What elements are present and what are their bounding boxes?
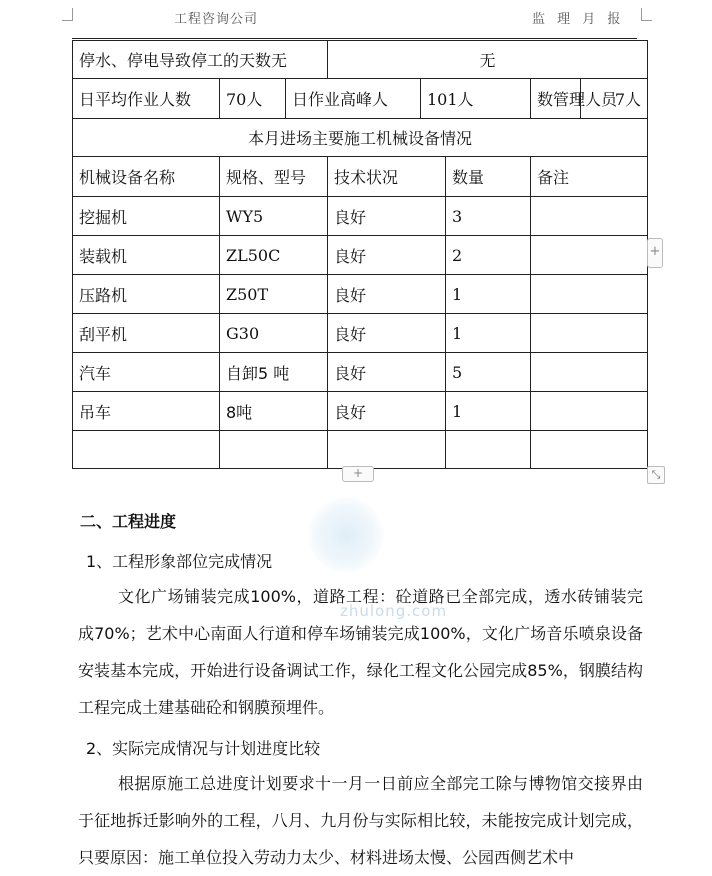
peak-workers-value: 101人 bbox=[421, 79, 531, 119]
avg-workers-value: 70人 bbox=[220, 79, 286, 119]
cell-status: 良好 bbox=[328, 275, 446, 314]
table-header-row bbox=[73, 157, 648, 197]
cell-model: 自卸5 吨 bbox=[220, 353, 328, 392]
column-header: 规格、型号 bbox=[220, 157, 328, 197]
cell-name: 挖掘机 bbox=[73, 197, 220, 236]
cell-qty: 1 bbox=[446, 392, 531, 431]
table-row bbox=[73, 119, 648, 157]
cell-note bbox=[531, 431, 648, 469]
cell-status: 良好 bbox=[328, 314, 446, 353]
cell-qty: 1 bbox=[446, 314, 531, 353]
watermark-logo bbox=[308, 497, 384, 573]
cell-note bbox=[531, 197, 648, 236]
equipment-table bbox=[72, 40, 648, 469]
cell-model: 8吨 bbox=[220, 392, 328, 431]
cell-model: G30 bbox=[220, 314, 328, 353]
cell-status bbox=[328, 431, 446, 469]
watermark-text: zhulong.com bbox=[340, 602, 448, 620]
section-title: 本月进场主要施工机械设备情况 bbox=[73, 119, 648, 157]
downtime-value: 无 bbox=[328, 41, 648, 79]
table-row bbox=[73, 275, 648, 314]
column-header: 技术状况 bbox=[328, 157, 446, 197]
table-row bbox=[73, 353, 648, 392]
cell-note bbox=[531, 392, 648, 431]
paragraph: 文化广场铺装完成100%，道路工程：砼道路已全部完成，透水砖铺装完成70%；艺术中心南面人行道和停车场铺装完成100%，文化广场音乐喷泉设备安装基本完成，开始进行设备调试工作，绿化工程文化公园完成85%，钢膜结构工程完成土建基础砼和钢膜预埋件。 bbox=[78, 587, 643, 717]
cell-note bbox=[531, 275, 648, 314]
cell-model: WY5 bbox=[220, 197, 328, 236]
add-row-button[interactable]: + bbox=[342, 466, 374, 482]
cell-note bbox=[531, 353, 648, 392]
cell-name: 汽车 bbox=[73, 353, 220, 392]
cell-name: 压路机 bbox=[73, 275, 220, 314]
cell-model: Z50T bbox=[220, 275, 328, 314]
cell-qty: 5 bbox=[446, 353, 531, 392]
cell-name: 装载机 bbox=[73, 236, 220, 275]
table-row bbox=[73, 431, 648, 469]
sub-heading: 1、工程形象部位完成情况 bbox=[86, 552, 273, 571]
margin-corner-top-left bbox=[62, 8, 73, 21]
table-resize-handle-icon[interactable]: ⤡ bbox=[647, 466, 665, 484]
cell-status: 良好 bbox=[328, 353, 446, 392]
table-row bbox=[73, 197, 648, 236]
mgmt-staff-label: 数管理人员 bbox=[531, 79, 581, 119]
mgmt-staff-value: 7人 bbox=[581, 79, 648, 119]
cell-qty: 3 bbox=[446, 197, 531, 236]
peak-workers-label: 日作业高峰人 bbox=[286, 79, 421, 119]
header-rule bbox=[72, 38, 637, 39]
cell-status: 良好 bbox=[328, 197, 446, 236]
column-header: 备注 bbox=[531, 157, 648, 197]
header-report-title: 监 理 月 报 bbox=[532, 12, 625, 27]
downtime-label: 停水、停电导致停工的天数无 bbox=[73, 41, 328, 79]
add-column-button[interactable]: + bbox=[647, 238, 663, 268]
cell-model bbox=[220, 431, 328, 469]
table-row bbox=[73, 236, 648, 275]
cell-qty: 2 bbox=[446, 236, 531, 275]
cell-qty: 1 bbox=[446, 275, 531, 314]
cell-status: 良好 bbox=[328, 392, 446, 431]
table-row bbox=[73, 314, 648, 353]
margin-corner-top-right bbox=[641, 8, 652, 21]
cell-note bbox=[531, 236, 648, 275]
cell-name bbox=[73, 431, 220, 469]
column-header: 数量 bbox=[446, 157, 531, 197]
table-row bbox=[73, 79, 648, 119]
section-heading: 二、工程进度 bbox=[80, 512, 177, 531]
avg-workers-label: 日平均作业人数 bbox=[73, 79, 220, 119]
cell-model: ZL50C bbox=[220, 236, 328, 275]
paragraph: 根据原施工总进度计划要求十一月一日前应全部完工除与博物馆交接界由于征地拆迁影响外的工程，八月、九月份与实际相比较，未能按完成计划完成，只要原因：施工单位投入劳动力太少、材料进场太慢、公园西侧艺术中 bbox=[78, 774, 643, 867]
cell-name: 吊车 bbox=[73, 392, 220, 431]
cell-note bbox=[531, 314, 648, 353]
sub-heading: 2、实际完成情况与计划进度比较 bbox=[86, 739, 321, 758]
table-row bbox=[73, 41, 648, 79]
cell-name: 刮平机 bbox=[73, 314, 220, 353]
cell-qty bbox=[446, 431, 531, 469]
cell-status: 良好 bbox=[328, 236, 446, 275]
column-header: 机械设备名称 bbox=[73, 157, 220, 197]
header-company: 工程咨询公司 bbox=[174, 12, 259, 27]
table-row bbox=[73, 392, 648, 431]
